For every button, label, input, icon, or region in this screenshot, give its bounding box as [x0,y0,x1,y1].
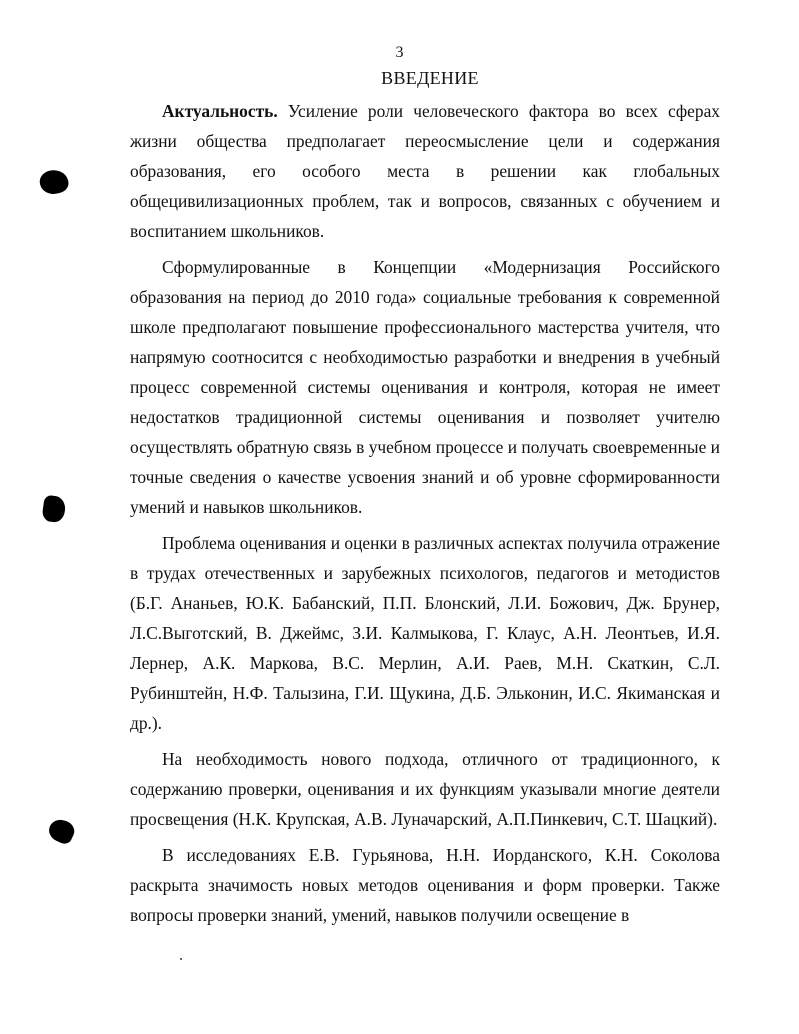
paragraph-literature: Проблема оценивания и оценки в различных аспектах получила отражение в трудах отечественных и зарубежных психологов, педагогов и методистов (Б.Г. Ананьев, Ю.К. Бабанский, П.П. Блонский, Л.И. Божович, Дж. Брунер, Л.С.Выготский, В. Джеймс, З.И. Калмыкова, Г. Клаус, А.Н. Леонтьев, И.Я. Лернер, А.К. Маркова, В.С. Мерлин, А.И. Раев, М.Н. Скаткин, С.Л. Рубинштейн, Н.Ф. Талызина, Г.И. Щукина, Д.Б. Эльконин, И.С. Якиманская и др.). [130,533,720,733]
scan-blot [37,167,70,197]
paragraph-relevance [130,96,720,246]
page-number: 3 [395,44,404,61]
scan-blot [41,495,66,524]
paragraph-text: Усиление роли человеческого фактора во всех сферах жизни общества предполагает переосмысление цели и содержания образования, его особого места в решении как глобальных общецивилизационных проблем, так и вопросов, связанных с обучением и воспитанием школьников. [130,101,720,241]
paragraph-educators: На необходимость нового подхода, отличного от традиционного, к содержанию проверки, оценивания и их функциям указывали многие деятели просвещения (Н.К. Крупская, А.В. Луначарский, А.П.Пинкевич, С.Т. Шацкий). [130,749,720,829]
section-title: ВВЕДЕНИЕ [381,68,479,88]
paragraph-concept: Сформулированные в Концепции «Модернизация Российского образования на период до 2010 года» социальные требования к современной школе предполагают повышение профессионального мастерства учителя, что напрямую соотносится с необходимостью разработки и внедрения в учебный процесс современной системы оценивания и контроля, которая не имеет недостатков традиционной системы оценивания и позволяет учителю осуществлять обратную связь в учебном процессе и получать своевременные и точные сведения о качестве усвоения знаний и об уровне сформированности умений и навыков школьников. [130,257,720,517]
scan-speck [180,958,182,960]
scan-blot [46,816,78,847]
paragraph-research: В исследованиях Е.В. Гурьянова, Н.Н. Иорданского, К.Н. Соколова раскрыта значимость новых методов оценивания и форм проверки. Также вопросы проверки знаний, умений, навыков получили освещение в [130,845,720,925]
paragraph-lead: Актуальность. [162,101,278,121]
document-body [130,96,720,936]
